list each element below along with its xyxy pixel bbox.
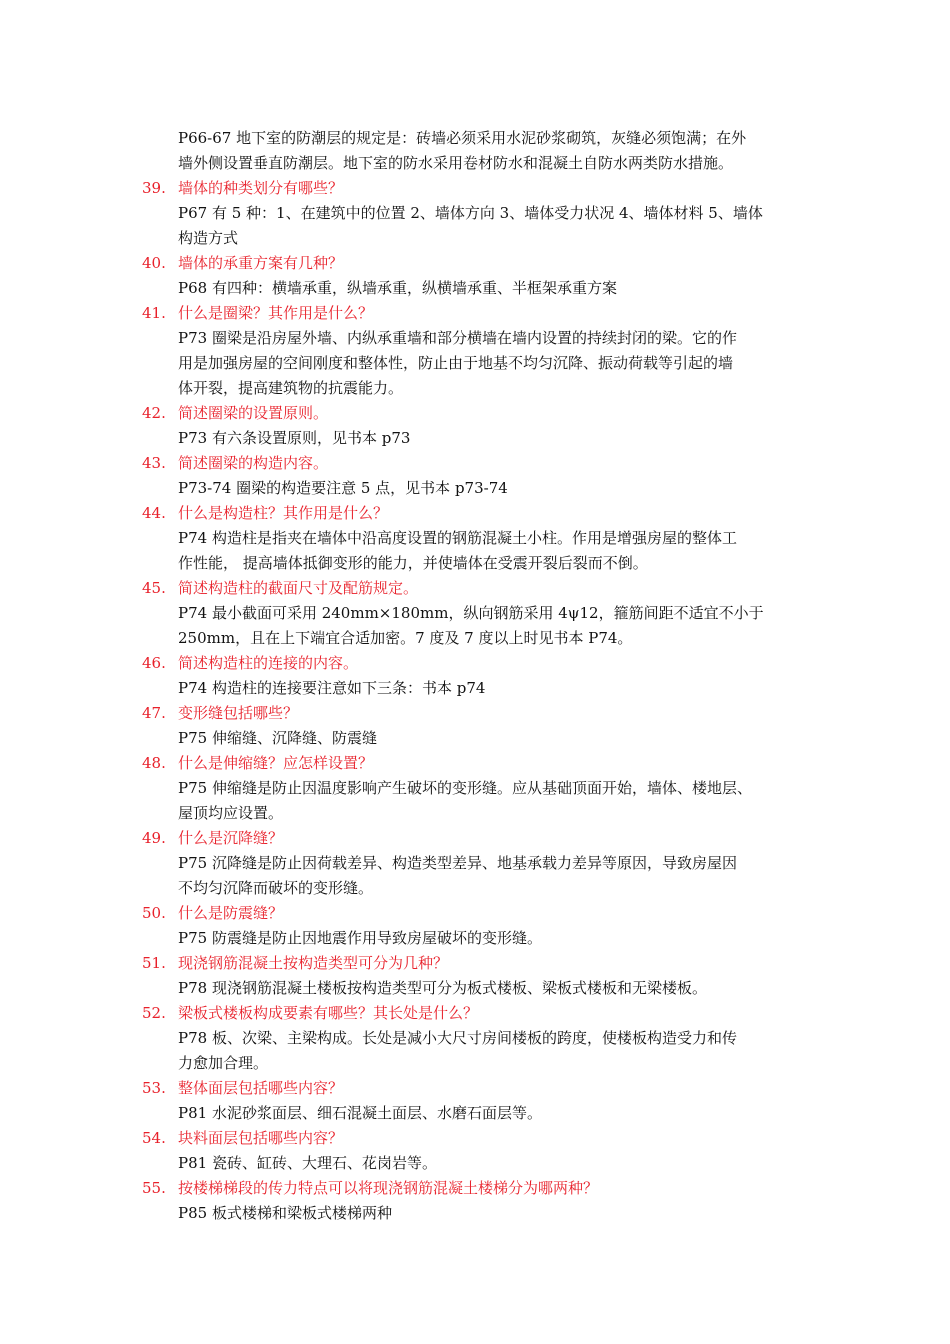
question-number: 55. — [142, 1179, 166, 1197]
question-item — [0, 401, 950, 426]
answer-line: 不均匀沉降而破坏的变形缝。 — [178, 879, 374, 897]
intro-line: 墙外侧设置垂直防潮层。地下室的防水采用卷材防水和混凝土自防水两类防水措施。 — [178, 154, 734, 172]
question-text: 简述构造柱的连接的内容。 — [178, 654, 359, 672]
question-item — [0, 701, 950, 726]
question-item — [0, 576, 950, 601]
question-text: 按楼梯梯段的传力特点可以将现浇钢筋混凝土楼梯分为哪两种？ — [178, 1179, 599, 1197]
answer-line: 250mm，且在上下端宜合适加密。7 度及 7 度以上时见书本 P74。 — [178, 629, 633, 647]
question-text: 什么是圈梁？其作用是什么？ — [178, 304, 374, 322]
answer-line: 力愈加合理。 — [178, 1054, 269, 1072]
question-number: 41. — [142, 304, 166, 322]
question-item — [0, 176, 950, 201]
question-item — [0, 951, 950, 976]
answer-line: P75 伸缩缝、沉降缝、防震缝 — [178, 729, 377, 747]
question-item — [0, 1001, 950, 1026]
question-number: 49. — [142, 829, 166, 847]
question-item — [0, 501, 950, 526]
question-item — [0, 751, 950, 776]
question-number: 42. — [142, 404, 166, 422]
question-text: 简述圈梁的构造内容。 — [178, 454, 329, 472]
question-number: 52. — [142, 1004, 166, 1022]
question-text: 现浇钢筋混凝土按构造类型可分为几种？ — [178, 954, 449, 972]
question-number: 54. — [142, 1129, 166, 1147]
question-text: 什么是伸缩缝？应怎样设置？ — [178, 754, 374, 772]
question-text: 整体面层包括哪些内容？ — [178, 1079, 344, 1097]
answer-line: P75 伸缩缝是防止因温度影响产生破坏的变形缝。应从基础顶面开始，墙体、楼地层、 — [178, 779, 752, 797]
question-number: 44. — [142, 504, 166, 522]
question-text: 什么是防震缝？ — [178, 904, 284, 922]
question-text: 简述圈梁的设置原则。 — [178, 404, 329, 422]
answer-line: P74 构造柱的连接要注意如下三条：书本 p74 — [178, 679, 486, 697]
qa-list — [0, 176, 950, 1226]
answer-line: P75 防震缝是防止因地震作用导致房屋破坏的变形缝。 — [178, 929, 542, 947]
question-item — [0, 1076, 950, 1101]
answer-line: P75 沉降缝是防止因荷载差异、构造类型差异、地基承载力差异等原因，导致房屋因 — [178, 854, 737, 872]
question-item — [0, 451, 950, 476]
question-number: 39. — [142, 179, 166, 197]
question-number: 43. — [142, 454, 166, 472]
answer-line: 体开裂，提高建筑物的抗震能力。 — [178, 379, 404, 397]
question-item — [0, 251, 950, 276]
answer-line: P78 现浇钢筋混凝土楼板按构造类型可分为板式楼板、梁板式楼板和无梁楼板。 — [178, 979, 707, 997]
question-text: 梁板式楼板构成要素有哪些？其长处是什么？ — [178, 1004, 479, 1022]
document-page — [0, 126, 950, 1226]
intro-line: P66-67 地下室的防潮层的规定是：砖墙必须采用水泥砂浆砌筑，灰缝必须饱满；在外 — [178, 129, 747, 147]
answer-line: 作性能， 提高墙体抵御变形的能力，并使墙体在受震开裂后裂而不倒。 — [178, 554, 648, 572]
question-item — [0, 301, 950, 326]
question-text: 墙体的种类划分有哪些？ — [178, 179, 344, 197]
answer-line: P85 板式楼梯和梁板式楼梯两种 — [178, 1204, 392, 1222]
answer-line: 屋顶均应设置。 — [178, 804, 284, 822]
question-number: 46. — [142, 654, 166, 672]
question-text: 简述构造柱的截面尺寸及配筋规定。 — [178, 579, 419, 597]
answer-line: P74 构造柱是指夹在墙体中沿高度设置的钢筋混凝土小柱。作用是增强房屋的整体工 — [178, 529, 737, 547]
answer-line: P73-74 圈梁的构造要注意 5 点，见书本 p73-74 — [178, 479, 508, 497]
question-item — [0, 651, 950, 676]
answer-line: P78 板、次梁、主梁构成。长处是减小大尺寸房间楼板的跨度，使楼板构造受力和传 — [178, 1029, 737, 1047]
question-number: 50. — [142, 904, 166, 922]
question-item — [0, 901, 950, 926]
question-number: 51. — [142, 954, 166, 972]
question-item — [0, 826, 950, 851]
answer-line: 用是加强房屋的空间刚度和整体性，防止由于地基不均匀沉降、振动荷载等引起的墙 — [178, 354, 734, 372]
question-text: 什么是构造柱？其作用是什么？ — [178, 504, 389, 522]
question-item — [0, 1176, 950, 1201]
answer-line: P73 有六条设置原则，见书本 p73 — [178, 429, 411, 447]
answer-line: P73 圈梁是沿房屋外墙、内纵承重墙和部分横墙在墙内设置的持续封闭的梁。它的作 — [178, 329, 737, 347]
answer-line: P74 最小截面可采用 240mm×180mm，纵向钢筋采用 4ψ12，箍筋间距不适宜不小于 — [178, 604, 764, 622]
question-number: 53. — [142, 1079, 166, 1097]
question-text: 什么是沉降缝？ — [178, 829, 284, 847]
answer-line: P68 有四种：横墙承重，纵墙承重，纵横墙承重、半框架承重方案 — [178, 279, 617, 297]
question-item — [0, 1126, 950, 1151]
question-number: 40. — [142, 254, 166, 272]
answer-line: 构造方式 — [178, 229, 239, 247]
question-text: 墙体的承重方案有几种？ — [178, 254, 344, 272]
answer-line: P81 瓷砖、缸砖、大理石、花岗岩等。 — [178, 1154, 437, 1172]
answer-line: P67 有 5 种：1、在建筑中的位置 2、墙体方向 3、墙体受力状况 4、墙体材料 5、墙体 — [178, 204, 763, 222]
question-number: 45. — [142, 579, 166, 597]
answer-line: P81 水泥砂浆面层、细石混凝土面层、水磨石面层等。 — [178, 1104, 542, 1122]
question-text: 块料面层包括哪些内容？ — [178, 1129, 344, 1147]
question-text: 变形缝包括哪些？ — [178, 704, 299, 722]
question-number: 48. — [142, 754, 166, 772]
question-number: 47. — [142, 704, 166, 722]
